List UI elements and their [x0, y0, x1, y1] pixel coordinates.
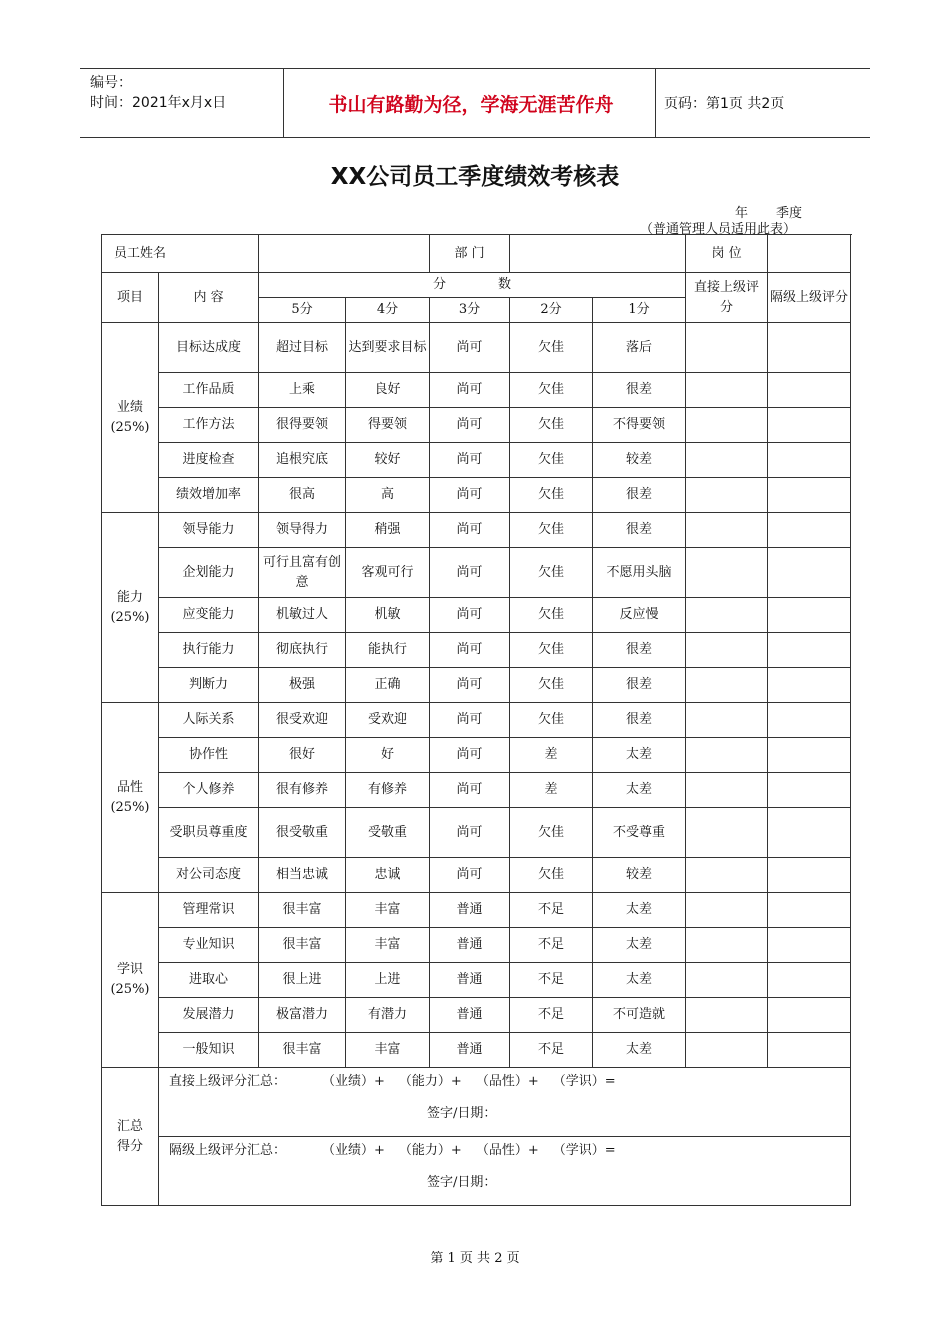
document-header — [80, 68, 870, 138]
criteria-row — [102, 548, 851, 598]
score-2-desc: 欠佳 — [510, 668, 593, 703]
score-1-desc: 很差 — [593, 373, 686, 408]
score-4-desc: 丰富 — [346, 1033, 430, 1068]
score-1-desc: 不可造就 — [593, 998, 686, 1033]
criteria-row — [102, 443, 851, 478]
score-2-desc: 差 — [510, 738, 593, 773]
score-3-desc: 尚可 — [430, 633, 510, 668]
indirect-score-cell[interactable] — [768, 668, 851, 703]
formula-character: （品性）+ — [475, 1143, 539, 1158]
indirect-summary-cell[interactable] — [159, 1137, 851, 1206]
score-4-desc: 好 — [346, 738, 430, 773]
direct-score-cell[interactable] — [686, 738, 768, 773]
score-5-desc: 很高 — [259, 478, 346, 513]
score-3-desc: 尚可 — [430, 548, 510, 598]
score-2-desc: 欠佳 — [510, 373, 593, 408]
score-1-header: 1分 — [593, 298, 686, 323]
direct-score-cell[interactable] — [686, 408, 768, 443]
direct-score-cell[interactable] — [686, 998, 768, 1033]
score-4-desc: 较好 — [346, 443, 430, 478]
position-label: 岗 位 — [686, 235, 768, 273]
direct-score-cell[interactable] — [686, 668, 768, 703]
indirect-score-cell[interactable] — [768, 478, 851, 513]
criteria-row — [102, 408, 851, 443]
indirect-score-cell[interactable] — [768, 703, 851, 738]
indirect-score-cell[interactable] — [768, 738, 851, 773]
score-5-desc: 极富潜力 — [259, 998, 346, 1033]
score-2-desc: 欠佳 — [510, 548, 593, 598]
employee-name-label: 员工姓名 — [102, 235, 259, 273]
direct-score-cell[interactable] — [686, 633, 768, 668]
year-label: 年 — [735, 206, 749, 221]
score-2-desc: 欠佳 — [510, 513, 593, 548]
formula-knowledge: （学识）= — [552, 1143, 616, 1158]
criterion-name: 管理常识 — [159, 893, 259, 928]
criterion-name: 协作性 — [159, 738, 259, 773]
indirect-summary-title: 隔级上级评分汇总： — [169, 1143, 287, 1158]
score-5-desc: 追根究底 — [259, 443, 346, 478]
criterion-name: 目标达成度 — [159, 323, 259, 373]
score-2-desc: 不足 — [510, 998, 593, 1033]
score-3-desc: 普通 — [430, 928, 510, 963]
criterion-name: 领导能力 — [159, 513, 259, 548]
direct-score-cell[interactable] — [686, 963, 768, 998]
criterion-name: 个人修养 — [159, 773, 259, 808]
criteria-row — [102, 323, 851, 373]
score-5-desc: 领导得力 — [259, 513, 346, 548]
score-2-desc: 欠佳 — [510, 858, 593, 893]
criteria-row — [102, 928, 851, 963]
score-4-desc: 客观可行 — [346, 548, 430, 598]
score-4-desc: 良好 — [346, 373, 430, 408]
score-5-desc: 很上进 — [259, 963, 346, 998]
direct-score-cell[interactable] — [686, 808, 768, 858]
score-1-desc: 太差 — [593, 893, 686, 928]
criterion-name: 进度检查 — [159, 443, 259, 478]
appraisal-table — [101, 234, 851, 1206]
section-weight: (25%) — [110, 419, 150, 435]
criterion-name: 判断力 — [159, 668, 259, 703]
score-5-desc: 很丰富 — [259, 893, 346, 928]
score-2-desc: 欠佳 — [510, 443, 593, 478]
section-label — [102, 703, 159, 893]
score-1-desc: 较差 — [593, 443, 686, 478]
position-field[interactable] — [768, 235, 851, 273]
score-2-desc: 不足 — [510, 893, 593, 928]
score-2-desc: 欠佳 — [510, 633, 593, 668]
score-3-desc: 尚可 — [430, 703, 510, 738]
score-4-desc: 得要领 — [346, 408, 430, 443]
criterion-name: 工作品质 — [159, 373, 259, 408]
score-3-desc: 尚可 — [430, 773, 510, 808]
score-4-header: 4分 — [346, 298, 430, 323]
direct-score-cell[interactable] — [686, 703, 768, 738]
score-4-desc: 上进 — [346, 963, 430, 998]
score-5-desc: 很受敬重 — [259, 808, 346, 858]
score-5-desc: 很受欢迎 — [259, 703, 346, 738]
indirect-score-cell[interactable] — [768, 633, 851, 668]
score-3-desc: 尚可 — [430, 478, 510, 513]
summary-label — [102, 1068, 159, 1206]
criterion-name: 专业知识 — [159, 928, 259, 963]
quarter-label: 季度 — [776, 206, 803, 221]
score-4-desc: 有潜力 — [346, 998, 430, 1033]
criteria-row — [102, 668, 851, 703]
section-weight: (25%) — [110, 799, 150, 815]
direct-score-cell[interactable] — [686, 1033, 768, 1068]
criteria-row — [102, 998, 851, 1033]
section-label — [102, 513, 159, 703]
direct-signature: 签字/日期： — [427, 1106, 497, 1121]
section-weight: (25%) — [110, 982, 150, 997]
indirect-score-cell[interactable] — [768, 513, 851, 548]
score-4-desc: 丰富 — [346, 893, 430, 928]
score-2-desc: 欠佳 — [510, 598, 593, 633]
criteria-row — [102, 1033, 851, 1068]
score-3-desc: 尚可 — [430, 858, 510, 893]
score-5-desc: 彻底执行 — [259, 633, 346, 668]
score-5-desc: 很有修养 — [259, 773, 346, 808]
score-3-desc: 尚可 — [430, 808, 510, 858]
score-1-desc: 很差 — [593, 633, 686, 668]
score-5-desc: 机敏过人 — [259, 598, 346, 633]
indirect-score-cell[interactable] — [768, 808, 851, 858]
criteria-row — [102, 738, 851, 773]
time-label: 时间：2021年x月x日 — [90, 95, 227, 111]
formula-character: （品性）+ — [475, 1074, 539, 1089]
score-4-desc: 达到要求目标 — [346, 323, 430, 373]
score-5-desc: 很丰富 — [259, 1033, 346, 1068]
criterion-name: 对公司态度 — [159, 858, 259, 893]
indirect-signature: 签字/日期： — [427, 1175, 497, 1190]
score-3-desc: 尚可 — [430, 668, 510, 703]
header-motto: 书山有路勤为径，学海无涯苦作舟 — [328, 93, 614, 116]
score-2-desc: 不足 — [510, 928, 593, 963]
score-3-desc: 尚可 — [430, 323, 510, 373]
summary-label-line1: 汇总 — [116, 1118, 143, 1134]
score-2-desc: 欠佳 — [510, 478, 593, 513]
score-2-desc: 不足 — [510, 1033, 593, 1068]
score-3-desc: 尚可 — [430, 443, 510, 478]
score-4-desc: 忠诚 — [346, 858, 430, 893]
criteria-row — [102, 598, 851, 633]
section-weight: (25%) — [110, 609, 150, 625]
score-5-desc: 很得要领 — [259, 408, 346, 443]
score-5-desc: 上乘 — [259, 373, 346, 408]
applicability-note: （普通管理人员适用此表） — [640, 222, 797, 237]
criteria-row — [102, 808, 851, 858]
employee-name-field[interactable] — [259, 235, 430, 273]
department-label: 部 门 — [430, 235, 510, 273]
criterion-name: 进取心 — [159, 963, 259, 998]
score-1-desc: 落后 — [593, 323, 686, 373]
score-3-header: 3分 — [430, 298, 510, 323]
formula-knowledge: （学识）= — [552, 1074, 616, 1089]
criterion-name: 应变能力 — [159, 598, 259, 633]
score-5-header: 5分 — [259, 298, 346, 323]
direct-score-cell[interactable] — [686, 548, 768, 598]
criteria-row — [102, 893, 851, 928]
summary-label-line2: 得分 — [116, 1138, 143, 1154]
score-1-desc: 很差 — [593, 703, 686, 738]
criterion-name: 受职员尊重度 — [159, 808, 259, 858]
score-4-desc: 机敏 — [346, 598, 430, 633]
indirect-score-cell[interactable] — [768, 408, 851, 443]
indirect-score-cell[interactable] — [768, 893, 851, 928]
section-name: 学识 — [116, 962, 143, 977]
criterion-name: 一般知识 — [159, 1033, 259, 1068]
section-name: 能力 — [116, 589, 143, 605]
score-1-desc: 反应慢 — [593, 598, 686, 633]
direct-score-cell[interactable] — [686, 893, 768, 928]
criterion-name: 企划能力 — [159, 548, 259, 598]
indirect-summary-formula — [169, 1141, 848, 1161]
item-header: 项目 — [102, 273, 159, 323]
score-4-desc: 受欢迎 — [346, 703, 430, 738]
formula-ability: （能力）+ — [398, 1143, 462, 1158]
criteria-row — [102, 373, 851, 408]
criterion-name: 绩效增加率 — [159, 478, 259, 513]
page-title: XX公司员工季度绩效考核表 — [330, 164, 620, 190]
direct-score-cell[interactable] — [686, 928, 768, 963]
criteria-row — [102, 963, 851, 998]
score-4-desc: 高 — [346, 478, 430, 513]
score-2-desc: 欠佳 — [510, 408, 593, 443]
criteria-row — [102, 633, 851, 668]
content-header: 内 容 — [159, 273, 259, 323]
section-label — [102, 893, 159, 1068]
score-3-desc: 尚可 — [430, 513, 510, 548]
score-1-desc: 很差 — [593, 478, 686, 513]
section-label — [102, 323, 159, 513]
employee-info-row — [102, 235, 851, 273]
direct-score-cell[interactable] — [686, 478, 768, 513]
score-2-desc: 不足 — [510, 963, 593, 998]
score-1-desc: 太差 — [593, 928, 686, 963]
formula-performance: （业绩）+ — [322, 1074, 385, 1089]
score-3-desc: 尚可 — [430, 598, 510, 633]
score-1-desc: 很差 — [593, 668, 686, 703]
indirect-score-cell[interactable] — [768, 998, 851, 1033]
section-name: 业绩 — [116, 399, 143, 415]
direct-summary-title: 直接上级评分汇总： — [169, 1074, 287, 1089]
score-4-desc: 有修养 — [346, 773, 430, 808]
score-2-desc: 差 — [510, 773, 593, 808]
score-4-desc: 受敬重 — [346, 808, 430, 858]
criterion-name: 人际关系 — [159, 703, 259, 738]
score-3-desc: 普通 — [430, 998, 510, 1033]
score-5-desc: 可行且富有创意 — [259, 548, 346, 598]
indirect-score-cell[interactable] — [768, 963, 851, 998]
criteria-row — [102, 773, 851, 808]
criterion-name: 执行能力 — [159, 633, 259, 668]
score-2-desc: 欠佳 — [510, 808, 593, 858]
indirect-score-cell[interactable] — [768, 548, 851, 598]
criterion-name: 发展潜力 — [159, 998, 259, 1033]
direct-score-cell[interactable] — [686, 373, 768, 408]
formula-ability: （能力）+ — [398, 1074, 462, 1089]
formula-performance: （业绩）+ — [322, 1143, 385, 1158]
score-3-desc: 普通 — [430, 893, 510, 928]
indirect-score-cell[interactable] — [768, 1033, 851, 1068]
header-divider — [655, 69, 656, 137]
score-1-desc: 较差 — [593, 858, 686, 893]
score-3-desc: 尚可 — [430, 373, 510, 408]
score-5-desc: 相当忠诚 — [259, 858, 346, 893]
direct-score-cell[interactable] — [686, 858, 768, 893]
score-1-desc: 很差 — [593, 513, 686, 548]
indirect-score-cell[interactable] — [768, 443, 851, 478]
indirect-score-cell[interactable] — [768, 598, 851, 633]
criterion-name: 工作方法 — [159, 408, 259, 443]
score-3-desc: 普通 — [430, 1033, 510, 1068]
indirect-score-cell[interactable] — [768, 928, 851, 963]
header-meta — [90, 73, 226, 113]
score-4-desc: 丰富 — [346, 928, 430, 963]
score-1-desc: 不受尊重 — [593, 808, 686, 858]
score-5-desc: 很丰富 — [259, 928, 346, 963]
score-2-desc: 欠佳 — [510, 323, 593, 373]
score-1-desc: 不得要领 — [593, 408, 686, 443]
score-header: 分 数 — [259, 273, 686, 298]
score-5-desc: 很好 — [259, 738, 346, 773]
direct-score-cell[interactable] — [686, 443, 768, 478]
direct-score-cell[interactable] — [686, 598, 768, 633]
score-1-desc: 太差 — [593, 738, 686, 773]
direct-supervisor-header: 直接上级评分 — [686, 273, 768, 323]
criteria-row — [102, 513, 851, 548]
direct-summary-cell[interactable] — [159, 1068, 851, 1137]
indirect-score-cell[interactable] — [768, 858, 851, 893]
criteria-row — [102, 703, 851, 738]
score-3-desc: 尚可 — [430, 738, 510, 773]
score-1-desc: 不愿用头脑 — [593, 548, 686, 598]
score-1-desc: 太差 — [593, 963, 686, 998]
score-2-header: 2分 — [510, 298, 593, 323]
criteria-body — [102, 323, 851, 1068]
score-5-desc: 极强 — [259, 668, 346, 703]
header-row-1 — [102, 273, 851, 298]
direct-score-cell[interactable] — [686, 513, 768, 548]
score-5-desc: 超过目标 — [259, 323, 346, 373]
department-field[interactable] — [510, 235, 686, 273]
direct-score-cell[interactable] — [686, 773, 768, 808]
direct-score-cell[interactable] — [686, 323, 768, 373]
score-4-desc: 能执行 — [346, 633, 430, 668]
page-footer: 第 1 页 共 2 页 — [430, 1251, 520, 1266]
score-4-desc: 稍强 — [346, 513, 430, 548]
indirect-supervisor-header: 隔级上级评分 — [768, 273, 851, 323]
criteria-row — [102, 858, 851, 893]
score-4-desc: 正确 — [346, 668, 430, 703]
header-page-info: 页码：第1页 共2页 — [664, 96, 785, 112]
score-1-desc: 太差 — [593, 1033, 686, 1068]
section-name: 品性 — [116, 779, 143, 795]
score-3-desc: 尚可 — [430, 408, 510, 443]
direct-summary-formula — [169, 1072, 848, 1092]
score-3-desc: 普通 — [430, 963, 510, 998]
criteria-row — [102, 478, 851, 513]
indirect-score-cell[interactable] — [768, 773, 851, 808]
score-1-desc: 太差 — [593, 773, 686, 808]
indirect-score-cell[interactable] — [768, 323, 851, 373]
summary-row-indirect — [102, 1137, 851, 1206]
score-2-desc: 欠佳 — [510, 703, 593, 738]
summary-row-direct — [102, 1068, 851, 1137]
indirect-score-cell[interactable] — [768, 373, 851, 408]
number-label: 编号： — [90, 75, 132, 91]
